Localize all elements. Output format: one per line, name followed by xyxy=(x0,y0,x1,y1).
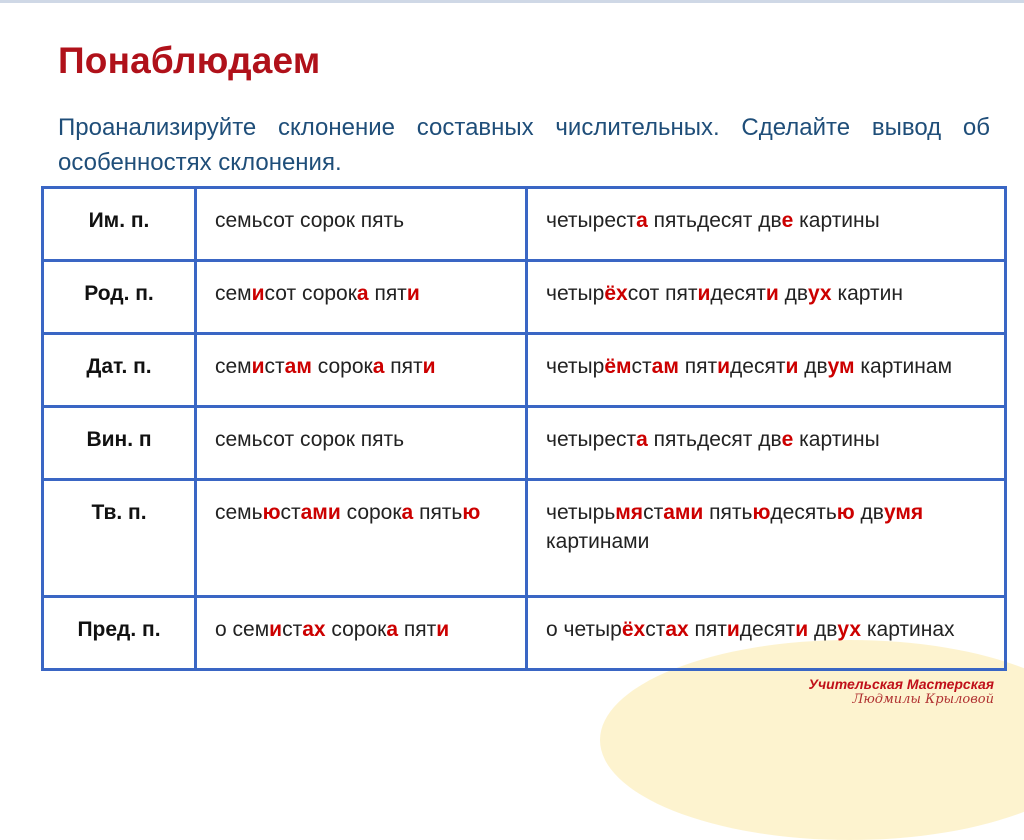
ending-highlight: и xyxy=(765,282,779,306)
word-stem: ст xyxy=(280,501,301,525)
word-stem: десят xyxy=(730,355,786,379)
ending-highlight: и xyxy=(406,282,420,306)
phrase-cell xyxy=(527,261,1006,334)
numeral-cell xyxy=(196,261,527,334)
phrase-cell xyxy=(527,407,1006,480)
phrase-cell xyxy=(527,596,1006,669)
ending-highlight: и xyxy=(251,282,265,306)
ending-highlight: и xyxy=(251,355,265,379)
word-stem: пят xyxy=(368,282,407,306)
word-stem: сорок xyxy=(325,617,387,641)
word-stem: семь xyxy=(215,501,263,525)
ending-highlight: ух xyxy=(837,617,862,641)
ending-highlight: и xyxy=(726,617,740,641)
word-stem: ст xyxy=(643,501,664,525)
table-row xyxy=(43,407,1006,480)
ending-highlight: е xyxy=(781,209,794,232)
word-stem: сот пят xyxy=(627,282,698,306)
word-stem: картинами xyxy=(546,530,650,554)
case-label: Им. п. xyxy=(43,188,196,261)
word-stem: ст xyxy=(282,617,303,641)
ending-highlight: и xyxy=(697,282,711,306)
case-label: Пред. п. xyxy=(43,596,196,669)
ending-highlight: а xyxy=(356,282,369,306)
ending-highlight: и xyxy=(785,355,799,379)
ending-highlight: ум xyxy=(827,355,855,379)
phrase-cell xyxy=(527,480,1006,596)
logo-sub-text: Людмилы Крыловой xyxy=(852,692,994,707)
word-stem: картины xyxy=(793,209,880,232)
ending-highlight: е xyxy=(781,428,794,452)
numeral-cell xyxy=(196,334,527,407)
table-row xyxy=(43,596,1006,669)
word-stem: сем xyxy=(215,355,252,379)
phrase-cell xyxy=(527,188,1006,261)
word-stem: пять xyxy=(703,501,753,525)
word-stem: картины xyxy=(793,428,880,452)
ending-highlight: и xyxy=(269,617,283,641)
ending-highlight: ю xyxy=(836,501,855,525)
ending-highlight: ю xyxy=(262,501,281,525)
ending-highlight: ами xyxy=(663,501,704,525)
case-label: Тв. п. xyxy=(43,480,196,596)
word-stem: четыр xyxy=(546,282,605,306)
word-stem: четырь xyxy=(546,501,616,525)
word-stem: картинам xyxy=(854,355,953,379)
word-stem: семьсот сорок пять xyxy=(215,428,405,452)
word-stem: десять xyxy=(770,501,837,525)
ending-highlight: ёх xyxy=(621,617,646,641)
word-stem: пят xyxy=(384,355,423,379)
word-stem: ст xyxy=(631,355,652,379)
phrase-cell xyxy=(527,334,1006,407)
word-stem: десят xyxy=(710,282,766,306)
ending-highlight: умя xyxy=(883,501,924,525)
word-stem: пятьдесят дв xyxy=(647,428,782,452)
word-stem: пят xyxy=(688,617,727,641)
word-stem: картинах xyxy=(861,617,955,641)
word-stem: картин xyxy=(831,282,903,306)
declension-table xyxy=(41,186,1007,671)
ending-highlight: ём xyxy=(604,355,632,379)
ending-highlight: ам xyxy=(651,355,679,379)
logo-main-text: Учительская Мастерская xyxy=(808,676,994,692)
ending-highlight: а xyxy=(401,501,414,525)
word-stem: о сем xyxy=(215,617,270,641)
word-stem: сот сорок xyxy=(264,282,357,306)
word-stem: пят xyxy=(398,617,437,641)
word-stem: дв xyxy=(798,355,828,379)
ending-highlight: мя xyxy=(615,501,644,525)
word-stem: пятьдесят дв xyxy=(647,209,782,232)
word-stem: сем xyxy=(215,282,252,306)
ending-highlight: ах xyxy=(665,617,689,641)
word-stem: дв xyxy=(808,617,838,641)
ending-highlight: ами xyxy=(300,501,341,525)
word-stem: ст xyxy=(645,617,666,641)
word-stem: сорок xyxy=(340,501,402,525)
word-stem: сорок xyxy=(311,355,373,379)
word-stem: пят xyxy=(678,355,718,379)
word-stem: десят xyxy=(739,617,796,641)
ending-highlight: а xyxy=(372,355,385,379)
ending-highlight: ю xyxy=(752,501,771,525)
ending-highlight: ам xyxy=(284,355,312,379)
word-stem: ст xyxy=(264,355,285,379)
word-stem: четырест xyxy=(546,428,637,452)
word-stem: о четыр xyxy=(546,617,622,641)
word-stem: четыр xyxy=(546,355,605,379)
numeral-cell xyxy=(196,596,527,669)
ending-highlight: и xyxy=(436,617,450,641)
word-stem: четырест xyxy=(546,209,637,232)
ending-highlight: ёх xyxy=(604,282,628,306)
word-stem: семьсот сорок пять xyxy=(215,209,405,232)
slide-title: Понаблюдаем xyxy=(58,40,321,81)
ending-highlight: и xyxy=(795,617,809,641)
table-row xyxy=(43,261,1006,334)
ending-highlight: и xyxy=(422,355,436,379)
case-label: Вин. п xyxy=(43,407,196,480)
table-row xyxy=(43,188,1006,261)
numeral-cell xyxy=(196,407,527,480)
case-label: Дат. п. xyxy=(43,334,196,407)
slide-subtitle: Проанализируйте склонение составных числительных. Сделайте вывод об особенностях склонения. xyxy=(58,114,990,176)
case-label: Род. п. xyxy=(43,261,196,334)
publisher-logo xyxy=(809,676,995,707)
numeral-cell xyxy=(196,480,527,596)
ending-highlight: а xyxy=(636,209,648,232)
table-row xyxy=(43,334,1006,407)
ending-highlight: ух xyxy=(808,282,832,306)
ending-highlight: ах xyxy=(302,617,326,641)
word-stem: дв xyxy=(778,282,808,306)
ending-highlight: и xyxy=(717,355,731,379)
word-stem: дв xyxy=(854,501,884,525)
top-rule xyxy=(0,0,1024,3)
ending-highlight: а xyxy=(636,428,648,452)
numeral-cell xyxy=(196,188,527,261)
table-row xyxy=(43,480,1006,596)
word-stem: пять xyxy=(413,501,463,525)
ending-highlight: ю xyxy=(462,501,481,525)
ending-highlight: а xyxy=(386,617,399,641)
